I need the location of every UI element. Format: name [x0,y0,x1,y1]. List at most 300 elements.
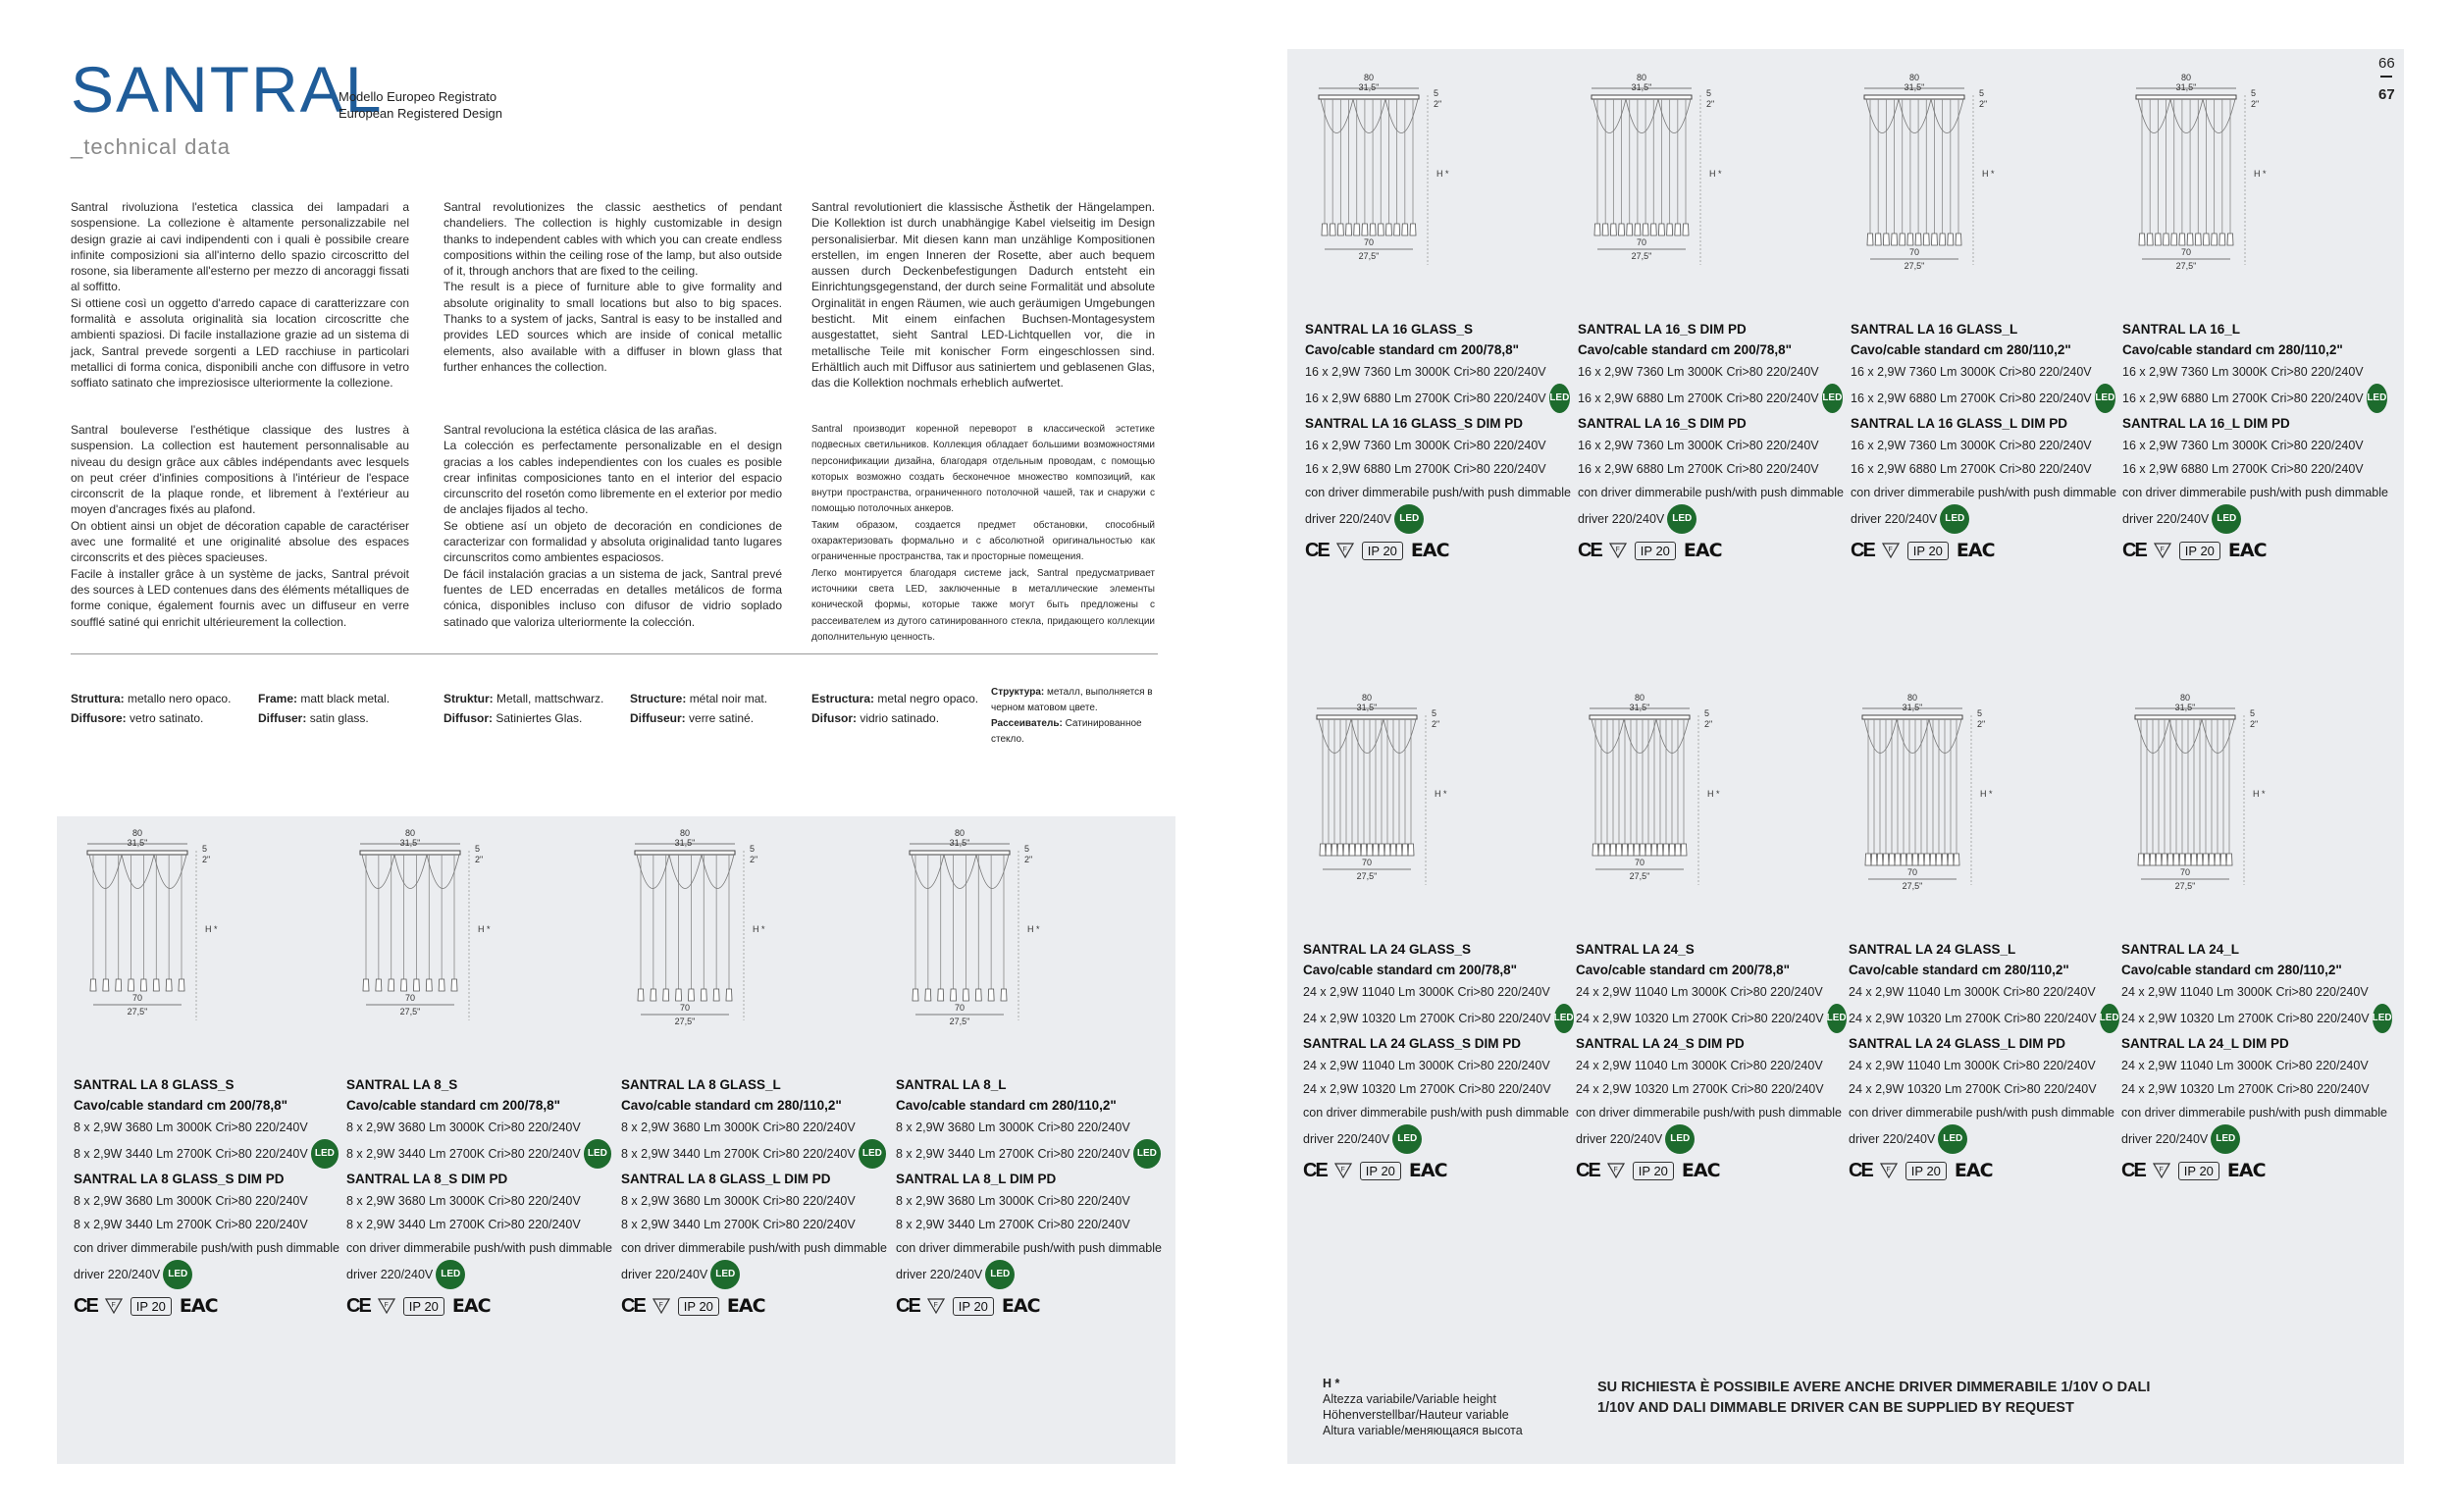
dim-width-cm: 80 [679,828,691,838]
spec-line-2700k: 24 x 2,9W 10320 Lm 2700K Cri>80 220/240V LED [1849,1004,2114,1033]
dim-width-cm: 80 [954,828,966,838]
spec-line-3000k: 24 x 2,9W 11040 Lm 3000K Cri>80 220/240V [1576,985,1823,999]
dim-s-cm: 5 [1706,88,1712,98]
dim-base-in: 27,5" [1904,261,1925,271]
h-label: H * [1323,1377,1340,1390]
lamp-drawing [2121,679,2386,934]
ce-mark-icon: CE [74,1294,97,1317]
certifications [1576,1158,1841,1183]
eac-mark-icon: EAC [1954,1160,1993,1181]
certifications [74,1293,339,1319]
led-badge: LED [1938,1124,1967,1154]
dim-base-cm: 70 [1361,858,1373,867]
led-badge: LED [985,1260,1015,1289]
f-mark-icon [1334,1163,1352,1178]
f-mark-icon [1607,1163,1625,1178]
lamp-drawing [621,814,886,1069]
dim-s-in: 2" [1979,99,1988,109]
dim-spec-line-2700k: 24 x 2,9W 10320 Lm 2700K Cri>80 220/240V [1849,1082,2097,1096]
dim-spec-line-3000k: 24 x 2,9W 11040 Lm 3000K Cri>80 220/240V [1576,1059,1823,1072]
ce-mark-icon: CE [1576,1159,1599,1181]
dim-width-in: 31,5" [1358,82,1380,92]
product-title: SANTRAL LA 16 GLASS_L [1851,322,2018,337]
page-number-left: 66 [2378,55,2395,72]
dim-s-cm: 5 [1704,708,1710,718]
product-cable: Cavo/cable standard cm 200/78,8" [346,1098,561,1113]
spec-line-3000k: 24 x 2,9W 11040 Lm 3000K Cri>80 220/240V [1303,985,1550,999]
product-dim-title: SANTRAL LA 8 GLASS_S DIM PD [74,1172,285,1186]
dim-base-cm: 70 [2179,867,2191,877]
led-badge: LED [1394,504,1424,534]
dim-height: H * [1435,789,1447,799]
dim-height: H * [753,924,765,934]
eac-mark-icon: EAC [1408,1160,1447,1181]
spec-line-3000k: 8 x 2,9W 3680 Lm 3000K Cri>80 220/240V [346,1121,581,1134]
lamp-drawing [2122,59,2387,314]
product-dim-title: SANTRAL LA 16_L DIM PD [2122,416,2290,431]
dim-width-cm: 80 [1363,73,1375,82]
dim-spec-line-3000k: 24 x 2,9W 11040 Lm 3000K Cri>80 220/240V [2121,1059,2369,1072]
driver-voltage: driver 220/240V LED [1576,1124,1841,1154]
f-mark-icon [105,1298,123,1314]
ip-rating-badge: IP 20 [1362,542,1403,560]
product-dim-title: SANTRAL LA 8 GLASS_L DIM PD [621,1172,831,1186]
driver-voltage: driver 220/240V LED [621,1260,886,1289]
dim-base-cm: 70 [1363,237,1375,247]
product-card-7 [1849,679,2119,1183]
product-title: SANTRAL LA 16_L [2122,322,2241,337]
led-badge: LED [2095,384,2115,413]
dim-width-cm: 80 [1636,73,1647,82]
ce-mark-icon: CE [1849,1159,1872,1181]
product-cable: Cavo/cable standard cm 200/78,8" [1303,963,1518,977]
dim-base-cm: 70 [1636,237,1647,247]
ip-rating-badge: IP 20 [953,1297,994,1316]
spec-line-3000k: 24 x 2,9W 11040 Lm 3000K Cri>80 220/240V [1849,985,2096,999]
product-cable: Cavo/cable standard cm 200/78,8" [1578,342,1793,357]
dim-height: H * [2253,789,2266,799]
dim-width-cm: 80 [404,828,416,838]
dim-height: H * [1980,789,1993,799]
dim-s-in: 2" [1704,719,1713,729]
product-cable: Cavo/cable standard cm 200/78,8" [74,1098,288,1113]
eac-mark-icon: EAC [2226,1160,2266,1181]
product-title: SANTRAL LA 8 GLASS_S [74,1077,235,1092]
dim-height: H * [1027,924,1040,934]
dim-s-in: 2" [202,855,211,864]
driver-voltage: driver 220/240V LED [1578,504,1843,534]
svg-text:F: F [1615,547,1620,553]
variable-height-note: H * Altezza variabile/Variable height Höhenverstellbar/Hauteur variable Altura variable/меняющаяся высота [1323,1377,1523,1437]
ce-mark-icon: CE [1303,1159,1327,1181]
dim-spec-line-3000k: 8 x 2,9W 3680 Lm 3000K Cri>80 220/240V [346,1194,581,1208]
spec-line-3000k: 8 x 2,9W 3680 Lm 3000K Cri>80 220/240V [74,1121,308,1134]
dim-width-in: 31,5" [1904,82,1925,92]
dim-height: H * [1436,169,1449,179]
product-title: SANTRAL LA 16_S DIM PD [1578,322,1747,337]
dim-width-cm: 80 [2180,73,2192,82]
product-card-10 [346,814,611,1319]
certifications [1305,538,1570,563]
svg-text:F: F [1886,1167,1891,1173]
dim-height: H * [478,924,491,934]
dim-s-in: 2" [1434,99,1442,109]
spec-line-2700k: 8 x 2,9W 3440 Lm 2700K Cri>80 220/240V LED [621,1139,886,1169]
dim-base-cm: 70 [1908,247,1920,257]
eac-mark-icon: EAC [1001,1295,1040,1317]
dim-spec-line-3000k: 8 x 2,9W 3680 Lm 3000K Cri>80 220/240V [896,1194,1130,1208]
dim-spec-line-3000k: 16 x 2,9W 7360 Lm 3000K Cri>80 220/240V [1305,439,1546,452]
dim-spec-line-2700k: 8 x 2,9W 3440 Lm 2700K Cri>80 220/240V [621,1218,856,1231]
dim-width-in: 31,5" [1356,703,1378,712]
certifications [1578,538,1843,563]
dim-width-cm: 80 [1361,693,1373,703]
product-cable: Cavo/cable standard cm 280/110,2" [621,1098,842,1113]
product-card-2 [1578,59,1843,563]
product-card-6 [1576,679,1847,1183]
dim-s-cm: 5 [1979,88,1985,98]
led-badge: LED [436,1260,465,1289]
lamp-drawing [1849,679,2114,934]
ce-mark-icon: CE [1578,539,1601,561]
dim-width-cm: 80 [1634,693,1645,703]
dim-spec-line-2700k: 8 x 2,9W 3440 Lm 2700K Cri>80 220/240V [346,1218,581,1231]
lamp-drawing [74,814,339,1069]
ce-mark-icon: CE [621,1294,645,1317]
eac-mark-icon: EAC [1681,1160,1720,1181]
lamp-drawing [1851,59,2115,314]
registered-design: Modello Europeo Registrato European Registered Design [339,89,502,121]
product-title: SANTRAL LA 8 GLASS_L [621,1077,781,1092]
dim-base-in: 27,5" [2174,881,2196,891]
f-mark-icon [1880,1163,1898,1178]
dim-base-in: 27,5" [1358,251,1380,261]
lamp-drawing [1576,679,1841,934]
dim-base-in: 27,5" [399,1007,421,1017]
dim-spec-line-3000k: 24 x 2,9W 11040 Lm 3000K Cri>80 220/240V [1849,1059,2096,1072]
dim-width-cm: 80 [2179,693,2191,703]
ce-mark-icon: CE [346,1294,370,1317]
svg-text:F: F [1613,1167,1618,1173]
dim-base-in: 27,5" [1356,871,1378,881]
dim-driver-note: con driver dimmerabile push/with push dimmable [74,1241,339,1255]
eac-mark-icon: EAC [451,1295,491,1317]
driver-voltage: driver 220/240V LED [1305,504,1570,534]
dim-width-in: 31,5" [1629,703,1650,712]
dim-s-in: 2" [1977,719,1986,729]
led-badge: LED [2100,1004,2119,1033]
dim-width-in: 31,5" [1902,703,1923,712]
eac-mark-icon: EAC [2227,540,2267,561]
product-title: SANTRAL LA 24_L [2121,942,2240,957]
ce-mark-icon: CE [1305,539,1329,561]
dim-height: H * [2254,169,2267,179]
led-badge: LED [1549,384,1570,413]
led-badge: LED [2211,1124,2240,1154]
dim-s-cm: 5 [1024,844,1030,854]
dim-width-in: 31,5" [1631,82,1652,92]
f-mark-icon [378,1298,395,1314]
dim-s-cm: 5 [1977,708,1983,718]
product-cable: Cavo/cable standard cm 200/78,8" [1576,963,1791,977]
description-ru: Santral производит коренной переворот в классической эстетике подвесных светильников. Коллекция обладает большими возможностями персонификации дизайна, благодаря отдельным проводам, с помощью которых возможно создать бесконечное множество композиций, как внутри пространства, ограниченного потолочной чашей, так и снаружи с помощью потолочных анкеров. Таким образом, создается предмет обстановки, способный охарактеризовать формально и с абсолютной оригинальностью как ограниченные пространства, так и просторные помещения. Легко монтируется благодаря системе jack, Santral предусматривает источники света LED, заключенные в металлические элементы конической формы, которые также могут быть предложены с рассеивателем из дутого сатинированного стекла, придающего коллекции дополнительную ценность. [811,424,1155,643]
driver-voltage: driver 220/240V LED [2121,1124,2386,1154]
dim-spec-line-3000k: 16 x 2,9W 7360 Lm 3000K Cri>80 220/240V [1578,439,1819,452]
driver-voltage: driver 220/240V LED [1303,1124,1568,1154]
dim-driver-note: con driver dimmerabile push/with push dimmable [1851,486,2116,499]
dim-driver-note: con driver dimmerabile push/with push dimmable [346,1241,612,1255]
lamp-drawing [896,814,1161,1069]
dim-s-in: 2" [1706,99,1715,109]
materials-fr: Structure: métal noir mat. Diffuseur: verre satiné. [630,692,768,725]
spec-line-2700k: 8 x 2,9W 3440 Lm 2700K Cri>80 220/240V LED [896,1139,1161,1169]
svg-text:F: F [384,1302,389,1309]
driver-voltage: driver 220/240V LED [2122,504,2387,534]
lamp-drawing [346,814,611,1069]
ip-rating-badge: IP 20 [130,1297,172,1316]
materials-es: Estructura: metal negro opaco. Difusor: vidrio satinado. [811,692,979,725]
spec-line-3000k: 16 x 2,9W 7360 Lm 3000K Cri>80 220/240V [2122,365,2364,379]
certifications [1303,1158,1568,1183]
dim-spec-line-2700k: 16 x 2,9W 6880 Lm 2700K Cri>80 220/240V [2122,462,2364,476]
dim-width-in: 31,5" [949,838,970,848]
dim-height: H * [205,924,218,934]
ce-mark-icon: CE [2121,1159,2145,1181]
f-mark-icon [1336,543,1354,558]
product-card-9 [74,814,339,1319]
driver-voltage: driver 220/240V LED [896,1260,1161,1289]
product-cable: Cavo/cable standard cm 200/78,8" [1305,342,1520,357]
f-mark-icon [1609,543,1627,558]
ce-mark-icon: CE [896,1294,919,1317]
description-it: Santral rivoluziona l'estetica classica dei lampadari a sospensione. La collezione è altamente personalizzabile nel design grazie ai cavi indipendenti con i quali è possibile creare infinite composizioni sia all'interno dello spazio circoscritto del rosone, sia liberamente all'esterno per mezzo di ancoraggi fissati al soffitto. Si ottiene così un oggetto d'arredo capace di caratterizzare con formalità e assoluta originalità sia location circoscritte che ambienti spaziosi. Di facile installazione grazie ad un sistema di jack, Santral prevede sorgenti a LED racchiuse in particolari metallici di forma conica, disponibili anche con diffusore in vetro soffiato satinato che impreziosisce ulteriormente la collezione. [71,200,409,391]
driver-voltage: driver 220/240V LED [1849,1124,2114,1154]
ce-mark-icon: CE [2122,539,2146,561]
dim-spec-line-2700k: 8 x 2,9W 3440 Lm 2700K Cri>80 220/240V [896,1218,1130,1231]
divider-line [71,653,1158,654]
dim-base-in: 27,5" [127,1007,148,1017]
eac-mark-icon: EAC [726,1295,765,1317]
dim-base-cm: 70 [679,1003,691,1013]
product-dim-title: SANTRAL LA 24_S DIM PD [1576,1036,1745,1051]
led-badge: LED [1665,1124,1695,1154]
dim-s-in: 2" [2250,719,2259,729]
dim-height: H * [1982,169,1995,179]
product-cable: Cavo/cable standard cm 280/110,2" [1849,963,2069,977]
certifications [621,1293,886,1319]
ip-rating-badge: IP 20 [2179,542,2220,560]
dim-spec-line-2700k: 8 x 2,9W 3440 Lm 2700K Cri>80 220/240V [74,1218,308,1231]
svg-text:F: F [1342,547,1347,553]
lamp-drawing [1305,59,1570,314]
dim-height: H * [1709,169,1722,179]
dim-width-in: 31,5" [2175,82,2197,92]
dim-base-in: 27,5" [1902,881,1923,891]
driver-voltage: driver 220/240V LED [346,1260,611,1289]
product-dim-title: SANTRAL LA 24 GLASS_L DIM PD [1849,1036,2066,1051]
product-dim-title: SANTRAL LA 16 GLASS_L DIM PD [1851,416,2068,431]
ip-rating-badge: IP 20 [1905,1162,1947,1180]
dim-base-in: 27,5" [1629,871,1650,881]
certifications [896,1293,1161,1319]
spec-line-3000k: 24 x 2,9W 11040 Lm 3000K Cri>80 220/240V [2121,985,2369,999]
dim-spec-line-3000k: 16 x 2,9W 7360 Lm 3000K Cri>80 220/240V [2122,439,2364,452]
svg-text:F: F [933,1302,938,1309]
led-badge: LED [311,1139,339,1169]
dim-s-cm: 5 [202,844,208,854]
product-title: SANTRAL LA 8_L [896,1077,1007,1092]
svg-text:F: F [2160,547,2165,553]
dim-base-cm: 70 [954,1003,966,1013]
certifications [346,1293,611,1319]
description-de: Santral revolutioniert die klassische Ästhetik der Hängelampen. Die Kollektion ist durch unabhängige Kabel vielseitig im Design personalisierbar. Mit diesen kann man unzählige Kompositionen erstellen, im engen Inneren der Rosette, aber auch bequem aussen durch Deckenbefestigungen Dadurch entsteht ein Einrichtungsgegenstand, der durch seine Formalität und absolute Orginalität in engen Räumen, wie auch geräumigen Umgebungen besticht. Mit einem einfachen Buchsen-Montagesystem ausgestattet, sieht Santral LED-Lichtquellen vor, die in metallische Teile mit konischer Form eingeschlossen sind. Erhältlich auch mit Diffusor aus satiniertem und geblasenen Glas, das die Kollektion nochmals erheblich aufwertet. [811,200,1155,391]
led-badge: LED [2373,1004,2392,1033]
spec-line-2700k: 24 x 2,9W 10320 Lm 2700K Cri>80 220/240V LED [2121,1004,2386,1033]
product-cable: Cavo/cable standard cm 280/110,2" [896,1098,1117,1113]
led-badge: LED [1827,1004,1847,1033]
product-title: SANTRAL LA 16 GLASS_S [1305,322,1474,337]
product-card-11 [621,814,886,1319]
product-dim-title: SANTRAL LA 8_S DIM PD [346,1172,508,1186]
product-cable: Cavo/cable standard cm 280/110,2" [2122,342,2343,357]
spec-line-3000k: 16 x 2,9W 7360 Lm 3000K Cri>80 220/240V [1305,365,1546,379]
dim-spec-line-3000k: 8 x 2,9W 3680 Lm 3000K Cri>80 220/240V [621,1194,856,1208]
product-card-3 [1851,59,2115,563]
dim-driver-note: con driver dimmerabile push/with push dimmable [1578,486,1844,499]
dim-driver-note: con driver dimmerabile push/with push dimmable [896,1241,1162,1255]
product-card-12 [896,814,1161,1319]
ce-mark-icon: CE [1851,539,1874,561]
eac-mark-icon: EAC [1410,540,1449,561]
f-mark-icon [1882,543,1900,558]
dim-spec-line-2700k: 24 x 2,9W 10320 Lm 2700K Cri>80 220/240V [2121,1082,2370,1096]
dim-spec-line-3000k: 8 x 2,9W 3680 Lm 3000K Cri>80 220/240V [74,1194,308,1208]
dim-s-cm: 5 [1432,708,1437,718]
dim-s-in: 2" [750,855,758,864]
svg-text:F: F [658,1302,663,1309]
ip-rating-badge: IP 20 [1907,542,1949,560]
lamp-drawing [1303,679,1568,934]
materials-ru: Структура: металл, выполняется в черном матовом цвете. Рассеиватель: Сатинированное стекло. [991,687,1153,745]
driver-request-note: SU RICHIESTA È POSSIBILE AVERE ANCHE DRIVER DIMMERABILE 1/10V O DALI 1/10V AND DALI DIMMABLE DRIVER CAN BE SUPPLIED BY REQUEST [1597,1380,2151,1416]
dim-height: H * [1707,789,1720,799]
dim-base-cm: 70 [1634,858,1645,867]
dim-driver-note: con driver dimmerabile push/with push dimmable [1576,1106,1842,1120]
led-badge: LED [1940,504,1969,534]
product-dim-title: SANTRAL LA 24_L DIM PD [2121,1036,2289,1051]
spec-line-3000k: 8 x 2,9W 3680 Lm 3000K Cri>80 220/240V [621,1121,856,1134]
materials-en: Frame: matt black metal. Diffuser: satin glass. [258,692,391,725]
ip-rating-badge: IP 20 [2178,1162,2219,1180]
spec-line-2700k: 8 x 2,9W 3440 Lm 2700K Cri>80 220/240V LED [346,1139,611,1169]
product-card-4 [2122,59,2387,563]
certifications [1849,1158,2114,1183]
dim-base-cm: 70 [404,993,416,1003]
dim-base-in: 27,5" [949,1017,970,1026]
spec-line-3000k: 16 x 2,9W 7360 Lm 3000K Cri>80 220/240V [1578,365,1819,379]
dim-spec-line-2700k: 16 x 2,9W 6880 Lm 2700K Cri>80 220/240V [1305,462,1546,476]
svg-text:F: F [2159,1167,2164,1173]
dim-base-in: 27,5" [2175,261,2197,271]
product-title: SANTRAL LA 24 GLASS_L [1849,942,2016,957]
led-badge: LED [859,1139,886,1169]
certifications [2121,1158,2386,1183]
certifications [2122,538,2387,563]
svg-text:F: F [1340,1167,1345,1173]
spec-line-2700k: 8 x 2,9W 3440 Lm 2700K Cri>80 220/240V LED [74,1139,339,1169]
eac-mark-icon: EAC [179,1295,218,1317]
dim-spec-line-2700k: 24 x 2,9W 10320 Lm 2700K Cri>80 220/240V [1576,1082,1824,1096]
led-badge: LED [2212,504,2241,534]
product-cable: Cavo/cable standard cm 280/110,2" [2121,963,2342,977]
dim-spec-line-2700k: 16 x 2,9W 6880 Lm 2700K Cri>80 220/240V [1578,462,1819,476]
product-dim-title: SANTRAL LA 24 GLASS_S DIM PD [1303,1036,1522,1051]
product-title: SANTRAL LA 8_S [346,1077,458,1092]
spec-line-2700k: 24 x 2,9W 10320 Lm 2700K Cri>80 220/240V LED [1576,1004,1841,1033]
lamp-drawing [1578,59,1843,314]
spec-line-3000k: 16 x 2,9W 7360 Lm 3000K Cri>80 220/240V [1851,365,2092,379]
spec-line-2700k: 16 x 2,9W 6880 Lm 2700K Cri>80 220/240V LED [1851,384,2115,413]
led-badge: LED [584,1139,611,1169]
dim-s-in: 2" [475,855,484,864]
page-number-right: 67 [2378,86,2395,103]
brand-title: SANTRAL [71,53,384,126]
dim-base-cm: 70 [1906,867,1918,877]
dim-base-in: 27,5" [1631,251,1652,261]
dim-width-in: 31,5" [2174,703,2196,712]
dim-spec-line-3000k: 16 x 2,9W 7360 Lm 3000K Cri>80 220/240V [1851,439,2092,452]
svg-text:F: F [1888,547,1893,553]
dim-base-cm: 70 [131,993,143,1003]
product-dim-title: SANTRAL LA 16 GLASS_S DIM PD [1305,416,1524,431]
ip-rating-badge: IP 20 [1360,1162,1401,1180]
dim-driver-note: con driver dimmerabile push/with push dimmable [1849,1106,2114,1120]
spec-line-2700k: 16 x 2,9W 6880 Lm 2700K Cri>80 220/240V LED [1578,384,1843,413]
svg-text:F: F [111,1302,116,1309]
led-badge: LED [2367,384,2387,413]
f-mark-icon [927,1298,945,1314]
ip-rating-badge: IP 20 [1633,1162,1674,1180]
product-dim-title: SANTRAL LA 16_S DIM PD [1578,416,1747,431]
led-badge: LED [710,1260,740,1289]
led-badge: LED [1822,384,1843,413]
eac-mark-icon: EAC [1683,540,1722,561]
dim-s-cm: 5 [2251,88,2257,98]
dim-spec-line-2700k: 24 x 2,9W 10320 Lm 2700K Cri>80 220/240V [1303,1082,1551,1096]
product-card-5 [1303,679,1574,1183]
dim-driver-note: con driver dimmerabile push/with push dimmable [2121,1106,2387,1120]
dim-spec-line-2700k: 16 x 2,9W 6880 Lm 2700K Cri>80 220/240V [1851,462,2092,476]
led-badge: LED [1554,1004,1574,1033]
dim-driver-note: con driver dimmerabile push/with push dimmable [2122,486,2388,499]
dim-width-cm: 80 [1908,73,1920,82]
materials-de: Struktur: Metall, mattschwarz. Diffusor: Satiniertes Glas. [444,692,604,725]
spec-line-3000k: 8 x 2,9W 3680 Lm 3000K Cri>80 220/240V [896,1121,1130,1134]
product-cable: Cavo/cable standard cm 280/110,2" [1851,342,2071,357]
dim-s-in: 2" [1432,719,1440,729]
dim-spec-line-3000k: 24 x 2,9W 11040 Lm 3000K Cri>80 220/240V [1303,1059,1550,1072]
led-badge: LED [1667,504,1696,534]
eac-mark-icon: EAC [1956,540,1995,561]
dim-width-in: 31,5" [127,838,148,848]
dim-width-in: 31,5" [399,838,421,848]
f-mark-icon [652,1298,670,1314]
spec-line-2700k: 16 x 2,9W 6880 Lm 2700K Cri>80 220/240V LED [2122,384,2387,413]
dim-s-in: 2" [2251,99,2260,109]
dim-width-cm: 80 [1906,693,1918,703]
dim-s-cm: 5 [750,844,756,854]
dim-base-cm: 70 [2180,247,2192,257]
